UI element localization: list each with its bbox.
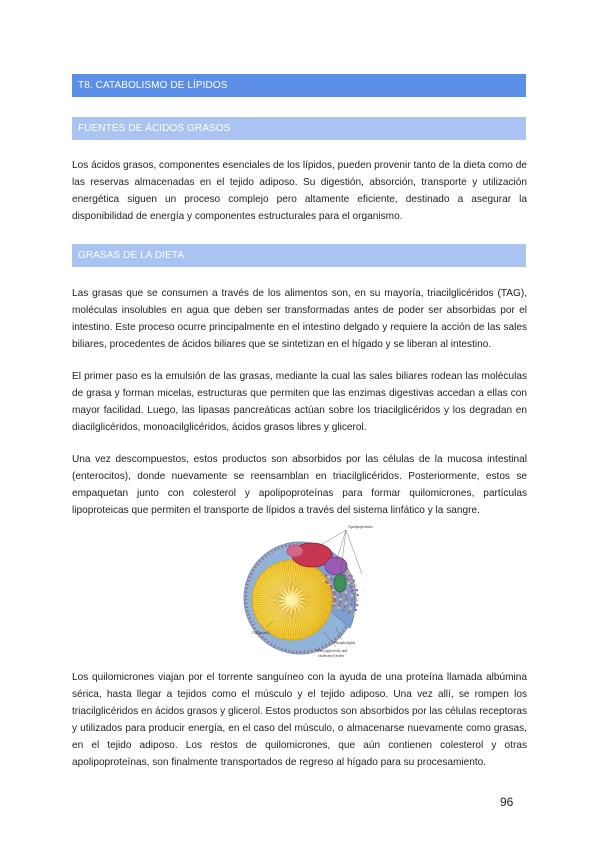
cutaway-dot — [351, 575, 353, 577]
cutaway-dot — [327, 582, 329, 584]
cutaway-dot — [330, 577, 332, 579]
cutaway-dot — [345, 598, 347, 600]
cutaway-dot — [331, 587, 333, 589]
cutaway-dot — [343, 609, 345, 611]
cutaway-dot — [349, 607, 351, 609]
apolipoprotein-pink — [287, 545, 303, 557]
chapter-title-band — [72, 74, 526, 97]
cutaway-dot — [356, 604, 358, 606]
cutaway-dot — [351, 594, 353, 596]
cutaway-dot — [355, 609, 357, 611]
label-apolipoproteins: Apolipoproteins — [348, 525, 373, 529]
cutaway-dot — [334, 598, 336, 600]
cutaway-dot — [340, 598, 342, 600]
cutaway-dot — [325, 574, 327, 576]
cutaway-dot — [353, 614, 355, 616]
cutaway-dot — [334, 596, 336, 598]
cutaway-dot — [332, 589, 334, 591]
paragraph-fuentes-intro: Los ácidos grasos, componentes esenciales de los lípidos, pueden provenir tanto de la dieta como de las reservas almacenadas en el tejido adiposo. Su digestión, absorción, transporte y utilización energética siguen un proceso complejo pero altamente eficiente, destinado a asegurar la disponibilidad de energía y componentes estructurales para el organismo. — [72, 160, 527, 222]
cutaway-dot — [348, 571, 350, 573]
cutaway-dot — [338, 607, 340, 609]
chylomicron-figure — [238, 520, 388, 668]
cutaway-dot — [355, 584, 357, 586]
label-phospholipids: Phospholipids — [334, 641, 356, 645]
cutaway-dot — [348, 611, 350, 613]
cutaway-dot — [345, 595, 347, 597]
cutaway-dot — [328, 576, 330, 578]
cutaway-dot — [357, 594, 359, 596]
paragraph-grasas-3: Una vez descompuestos, estos productos son absorbidos por las células de la mucosa intestinal (enterocitos), donde nuevamente se reensamblan en triacilglicéridos. Posteriormente, estos se empaquetan junto con colesterol y apolipoproteínas para formar quilomicrones, partículas lipoproteicas que permiten el transporte de lípidos a través del sistema linfático y la sangre. — [72, 454, 527, 516]
cutaway-dot — [349, 586, 351, 588]
cutaway-dot — [334, 600, 336, 602]
label-cholesterol: Cholesterol — [252, 631, 270, 635]
cutaway-dot — [334, 593, 336, 595]
page-number: 96 — [500, 795, 514, 809]
paragraph-grasas-4: Los quilomicrones viajan por el torrente sanguíneo con la ayuda de una proteína llamada albúmina sérica, hasta llegar a tejidos como el músculo y el tejido adiposo. Una vez allí, se rompen los triacilglicéridos en ácidos grasos y glicerol. Estos productos son absorbidos por las células receptoras y utilizados para producir energía, en el caso del músculo, o almacenarse nuevamente como grasas, en el tejido adiposo. Los restos de quilomicrones, que aún contienen colesterol y otras apolipoproteínas, son finalmente transportados de regreso al hígado para su procesamiento. — [72, 672, 528, 768]
label-triacylglycerols: Triacylglycerols and — [316, 649, 348, 653]
cutaway-dot — [351, 599, 353, 601]
cutaway-dot — [350, 603, 352, 605]
cutaway-dot — [339, 592, 341, 594]
cutaway-dot — [356, 589, 358, 591]
cutaway-dot — [344, 606, 346, 608]
section-title-band-grasas — [72, 244, 526, 267]
section-title-fuentes: FUENTES DE ÁCIDOS GRASOS — [78, 123, 231, 134]
cutaway-dot — [332, 604, 334, 606]
paragraph-grasas-1: Las grasas que se consumen a través de los alimentos son, en su mayoría, triacilglicéridos (TAG), moléculas insolubles en agua que deben ser transformadas antes de poder ser absorbidas por el intestino. Este proceso ocurre principalmente en el intestino delgado y requiere la acción de las sales biliares, procedentes de ácidos biliares que se sintetizan en el hígado y se liberan al intestino. — [72, 288, 527, 350]
cutaway-dot — [345, 591, 347, 593]
cutaway-dot — [325, 581, 327, 583]
cutaway-dot — [339, 604, 341, 606]
cutaway-dot — [333, 591, 335, 593]
cutaway-dot — [328, 583, 330, 585]
cutaway-dot — [330, 585, 332, 587]
cutaway-dot — [323, 580, 325, 582]
cutaway-dot — [353, 579, 355, 581]
cutaway-dot — [339, 601, 341, 603]
cutaway-dot — [340, 595, 342, 597]
chapter-title: T8. CATABOLISMO DE LÍPIDOS — [78, 80, 228, 91]
cutaway-dot — [350, 590, 352, 592]
section-title-grasas: GRASAS DE LA DIETA — [78, 250, 185, 261]
cutaway-dot — [357, 599, 359, 601]
apolipoprotein-purple — [325, 557, 347, 575]
cutaway-dot — [333, 602, 335, 604]
paragraph-grasas-2: El primer paso es la emulsión de las grasas, mediante la cual las sales biliares rodean las moléculas de grasa y forman micelas, estructuras que permiten que las enzimas digestivas accedan a ellas con mayor facilidad. Luego, las lipasas pancreáticas actúan sobre los triacilglicéridos y los degradan en diacilglicéridos, monoacilglicéridos, ácidos grasos libres y glicerol. — [72, 371, 527, 433]
label-cholesteryl-esters: cholesteryl esters — [318, 654, 345, 658]
cutaway-dot — [345, 602, 347, 604]
cutaway-dot — [348, 582, 350, 584]
section-title-band-fuentes — [72, 117, 526, 140]
